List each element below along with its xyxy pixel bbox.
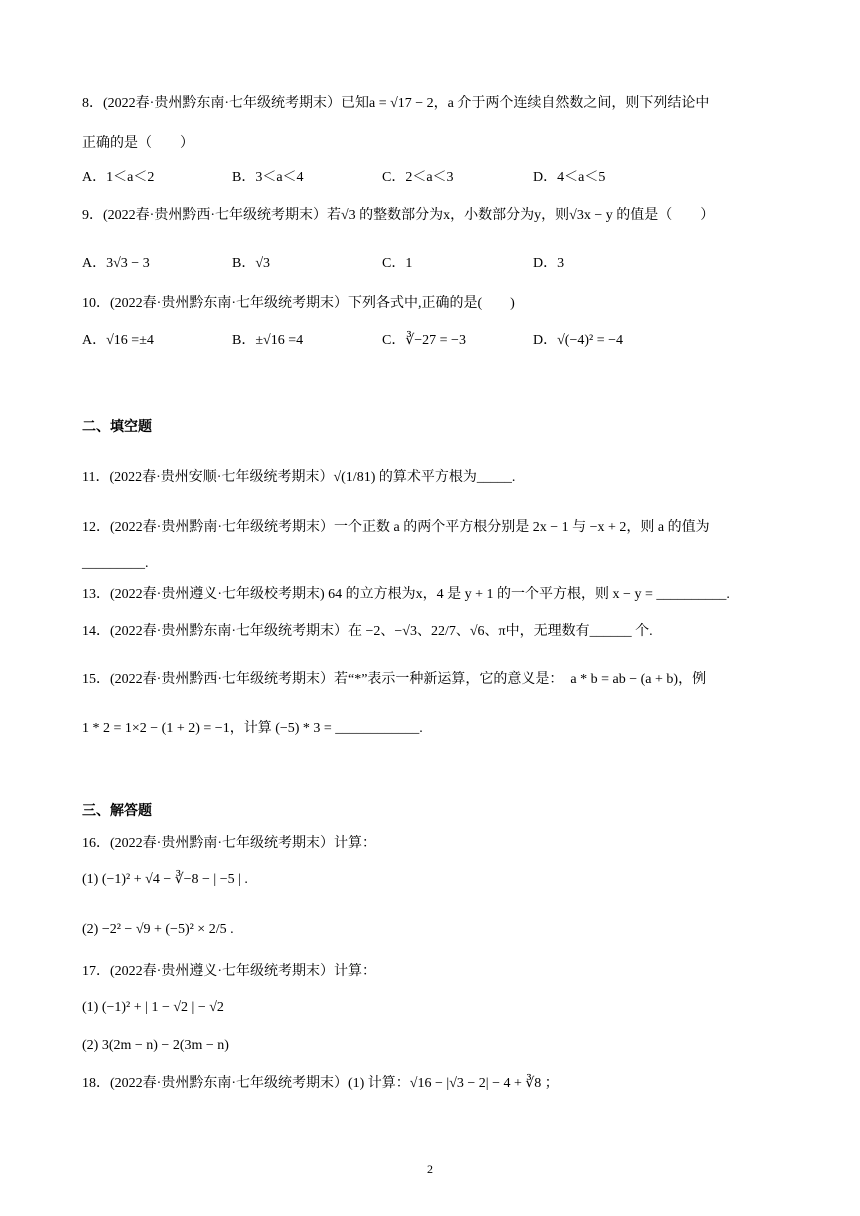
q8-option-d: D．4＜a＜5: [533, 170, 606, 185]
q14-stem: 14．(2022春·贵州黔东南·七年级统考期末）在 −2、−√3、22/7、√6、π中，无理数有______ 个.: [82, 624, 653, 639]
q16-part2: (2) −2² − √9 + (−5)² × 2/5 .: [82, 922, 234, 937]
q8-stem-continued: 正确的是（ ）: [82, 136, 194, 151]
q17-part2: (2) 3(2m − n) − 2(3m − n): [82, 1038, 229, 1053]
q13-stem: 13．(2022春·贵州遵义·七年级校考期末) 64 的立方根为x，4 是 y + 1 的一个平方根，则 x − y = __________.: [82, 587, 730, 602]
q10-option-b: B．±√16 =4: [232, 333, 304, 348]
q10-option-a: A．√16 =±4: [82, 333, 154, 348]
q9-option-d: D．3: [533, 256, 565, 271]
q11-stem: 11．(2022春·贵州安顺·七年级统考期末）√(1/81) 的算术平方根为_____.: [82, 470, 516, 485]
q17-part1: (1) (−1)² + | 1 − √2 | − √2: [82, 1000, 224, 1015]
q9-stem: 9．(2022春·贵州黔西·七年级统考期末）若√3 的整数部分为x，小数部分为y，则√3x − y 的值是（ ）: [82, 208, 715, 223]
q12-stem: 12．(2022春·贵州黔南·七年级统考期末）一个正数 a 的两个平方根分别是 2x − 1 与 −x + 2，则 a 的值为: [82, 520, 710, 535]
q16-part1: (1) (−1)² + √4 − ∛−8 − | −5 | .: [82, 872, 248, 887]
q8-option-b: B．3＜a＜4: [232, 170, 304, 185]
q17-stem: 17．(2022春·贵州遵义·七年级统考期末）计算：: [82, 964, 376, 979]
q15-stem: 15．(2022春·贵州黔西·七年级统考期末）若“*”表示一种新运算，它的意义是： a * b = ab − (a + b)，例: [82, 672, 707, 687]
q10-option-d: D．√(−4)² = −4: [533, 333, 624, 348]
q8-option-a: A．1＜a＜2: [82, 170, 155, 185]
q9-option-c: C．1: [382, 256, 413, 271]
q8-option-c: C．2＜a＜3: [382, 170, 454, 185]
q12-blank: _________.: [82, 556, 149, 571]
section-fill-in-blank-heading: 二、填空题: [82, 418, 152, 434]
q10-option-c: C．∛−27 = −3: [382, 333, 466, 348]
q18-stem: 18．(2022春·贵州黔东南·七年级统考期末）(1) 计算：√16 − |√3 − 2| − 4 + ∛8 ；: [82, 1076, 559, 1091]
section-answer-heading: 三、解答题: [82, 802, 152, 818]
q16-stem: 16．(2022春·贵州黔南·七年级统考期末）计算：: [82, 836, 376, 851]
q15-example: 1 * 2 = 1×2 − (1 + 2) = −1，计算 (−5) * 3 = ____________.: [82, 721, 423, 736]
q8-stem: 8．(2022春·贵州黔东南·七年级统考期末）已知a = √17 − 2，a 介于两个连续自然数之间，则下列结论中: [82, 96, 710, 111]
page-number: 2: [427, 1162, 433, 1176]
q9-option-a: A．3√3 − 3: [82, 256, 150, 271]
q10-stem: 10．(2022春·贵州黔东南·七年级统考期末）下列各式中,正确的是( ): [82, 296, 515, 311]
q9-option-b: B．√3: [232, 256, 271, 271]
